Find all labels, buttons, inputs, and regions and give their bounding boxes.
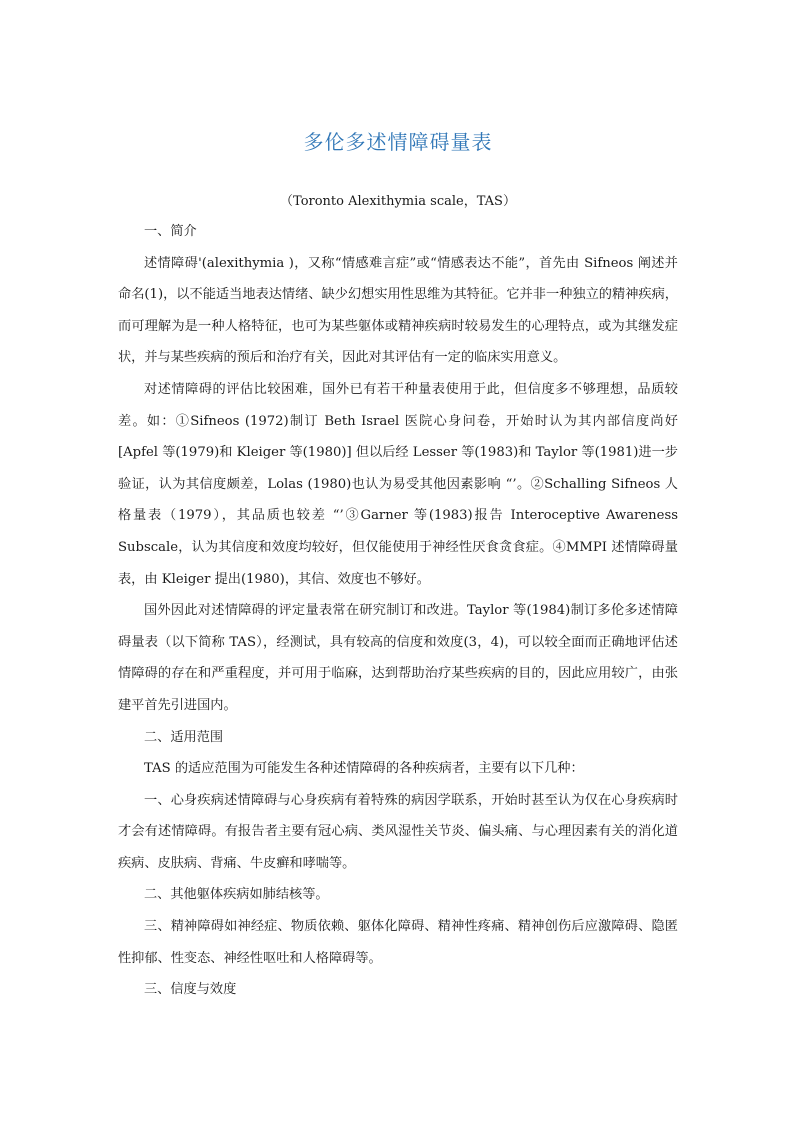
list-item: 二、其他躯体疾病如肺结核等。 xyxy=(144,887,329,903)
paragraph: 述情障碍'(alexithymia )，又称“情感难言症”或“情感表达不能”，首先由 Sifneos 阐述并命名(1)，以不能适当地表达情绪、缺少幻想实用性思维为其特征。它并非一种独立的精神疾病，而可理解为是一种人格特征，也可为某些躯体或精神疾病时较易发生的心理特点，或为其继发症状，并与某些疾病的预后和治疗有关，因此对其评估有一定的临床实用意义。 xyxy=(118,255,678,366)
paragraph: 对述情障碍的评估比较困难，国外已有若干种量表使用于此，但信度多不够理想，品质较差。如：①Sifneos (1972)制订 Beth Israel 医院心身问卷，开始时认为其内部信度尚好[Apfel 等(1979)和 Kleiger 等(1980)] 但以后经 Lesser 等(1983)和 Taylor 等(1981)进一步验证，认为其信度颇差，Lolas (1980)也认为易受其他因素影响 “’。②Schalling Sifneos 人格量表（1979），其品质也较差 “’③Garner 等(1983)报告 Interoceptive Awareness Subscale，认为其信度和效度均较好，但仅能使用于神经性厌食贪食症。④MMPI 述情障碍量表，由 Kleiger 提出(1980)，其信、效度也不够好。 xyxy=(118,381,678,587)
section-heading-reliability: 三、信度与效度 xyxy=(144,982,237,998)
document-title: 多伦多述情障碍量表 xyxy=(303,130,493,154)
paragraph: 国外因此对述情障碍的评定量表常在研究制订和改进。Taylor 等(1984)制订多伦多述情障碍量表（以下简称 TAS），经测试，具有较高的信度和效度(3，4)，可以较全面而正确地评估述情障碍的存在和严重程度，并可用于临麻，达到帮助治疗某些疾病的目的，因此应用较广，由张建平首先引进国内。 xyxy=(118,603,678,713)
document-subtitle: （Toronto Alexithymia scale，TAS） xyxy=(280,194,516,209)
paragraph: TAS 的适应范围为可能发生各种述情障碍的各种疾病者，主要有以下几种： xyxy=(144,761,584,777)
section-heading-scope: 二、适用范围 xyxy=(144,729,224,745)
document-body xyxy=(118,216,678,1006)
section-heading-intro: 一、简介 xyxy=(144,224,197,239)
list-item: 一、心身疾病述情障碍与心身疾病有着特殊的病因学联系，开始时甚至认为仅在心身疾病时才会有述情障碍。有报告者主要有冠心病、类风湿性关节炎、偏头痛、与心理因素有关的消化道疾病、皮肤病、背痛、牛皮癣和哮喘等。 xyxy=(118,792,678,871)
list-item: 三、精神障碍如神经症、物质依赖、躯体化障碍、精神性疼痛、精神创伤后应激障碍、隐匿性抑郁、性变态、神经性呕吐和人格障碍等。 xyxy=(118,919,678,966)
